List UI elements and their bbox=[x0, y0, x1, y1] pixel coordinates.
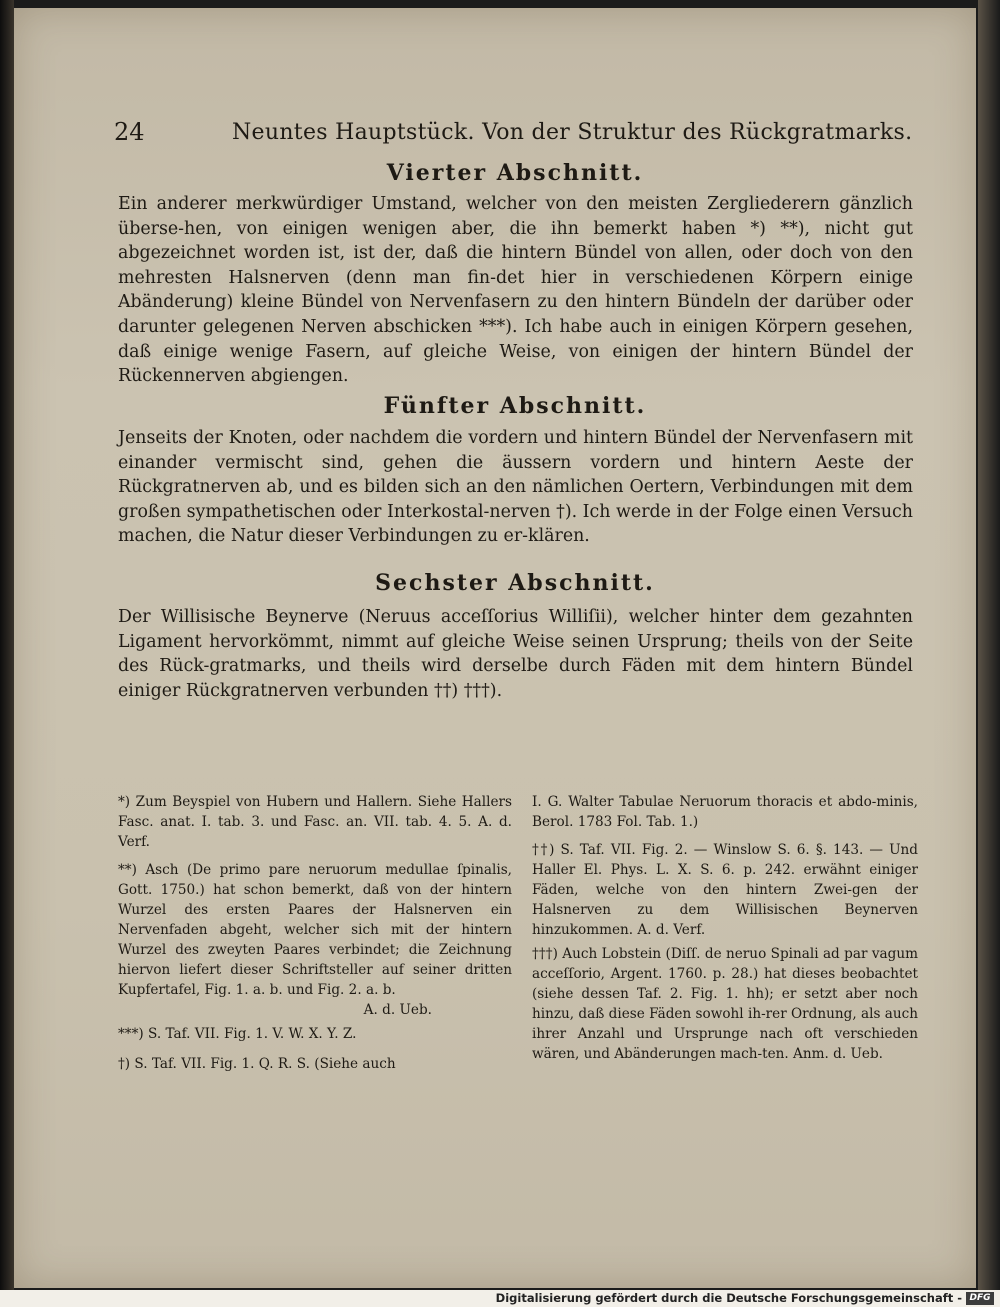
dfg-logo: DFG bbox=[966, 1292, 994, 1305]
footnote-text: I. G. Walter Tabulae Neruorum thoracis et abdo-minis, Berol. 1783 Fol. Tab. 1.) bbox=[532, 794, 918, 830]
footnote-signature: A. d. Ueb. bbox=[363, 1002, 432, 1018]
funding-credit: Digitalisierung gefördert durch die Deutsche Forschungsgemeinschaft - bbox=[495, 1291, 962, 1305]
section-heading-6: Sechster Abschnitt. bbox=[375, 570, 655, 596]
footnote-text: ††) S. Taf. VII. Fig. 2. — Winslow S. 6. §. 143. — Und Haller El. Phys. L. X. S. 6. p. 242. erwähnt einiger Fäden, welche von den hintern Zwei-gen der Halsnerven zu dem Willisischen Beynerven hinzukommen. A. d. Verf. bbox=[532, 842, 918, 938]
footnote-left-1 bbox=[118, 792, 512, 852]
footnote-right-2 bbox=[532, 840, 918, 940]
digitization-footer bbox=[0, 1290, 1000, 1307]
section-text-6: Der Willisische Beynerve (Neruus acceſſorius Williſii), welcher hinter dem gezahnten Ligament hervorkömmt, nimmt auf gleiche Weise seinen Ursprung; theils von der Seite des Rück-gratmarks, und theils wird derselbe durch Fäden mit dem hintern Bündel einiger Rückgratnerven verbunden ††) †††). bbox=[118, 607, 913, 701]
running-title: Neuntes Hauptstück. Von der Struktur des Rückgratmarks. bbox=[232, 120, 913, 145]
footnote-text: **) Asch (De primo pare neruorum medullae ſpinalis, Gott. 1750.) hat schon bemerkt, daß von der hintern Wurzel des ersten Paares der Halsnerven ein Nervenfaden abgeht, welcher sich mit der hintern Wurzel des zweyten Paares verbindet; die Zeichnung hiervon liefert dieser Schriftsteller auf seiner dritten Kupfertafel, Fig. 1. a. b. und Fig. 2. a. b. bbox=[118, 862, 512, 998]
book-page bbox=[14, 8, 976, 1288]
footnote-left-2 bbox=[118, 860, 512, 1020]
footnote-text: †††) Auch Lobstein (Diſſ. de neruo Spinali ad par vagum acceſſorio, Argent. 1760. p. 28.) hat dieses beobachtet (siehe dessen Taf. 2. Fig. 1. hh); er setzt aber noch hinzu, daß diese Fäden sowohl ih-rer Ordnung, als auch ihrer Anzahl und Ursprunge nach oft verschieden wären, und Abänderungen mach-ten. Anm. d. Ueb. bbox=[532, 946, 918, 1062]
running-head bbox=[114, 112, 913, 152]
section-heading-4: Vierter Abschnitt. bbox=[386, 160, 644, 186]
footnote-right-3 bbox=[532, 944, 918, 1064]
scan-edge-right bbox=[978, 0, 1000, 1290]
footnote-right-1 bbox=[532, 792, 918, 832]
footnote-text: ***) S. Taf. VII. Fig. 1. V. W. X. Y. Z. bbox=[118, 1026, 357, 1042]
footnote-left-4 bbox=[118, 1054, 512, 1074]
footnote-left-3 bbox=[118, 1024, 512, 1044]
scan-edge-left bbox=[0, 0, 14, 1290]
section-text-5: Jenseits der Knoten, oder nachdem die vordern und hintern Bündel der Nervenfasern mit einander vermischt sind, gehen die äussern vordern und hintern Aeste der Rückgratnerven ab, und es bilden sich an den nämlichen Oertern, Verbindungen mit dem großen sympathetischen oder Interkostal-nerven †). Ich werde in der Folge einen Versuch machen, die Natur dieser Verbindungen zu er-klären. bbox=[118, 428, 913, 547]
footnote-text: *) Zum Beyspiel von Hubern und Hallern. Siehe Hallers Fasc. anat. I. tab. 3. und Fasc. an. VII. tab. 4. 5. A. d. Verf. bbox=[118, 794, 512, 850]
section-text-4: Ein anderer merkwürdiger Umstand, welcher von den meisten Zergliederern gänzlich überse-hen, von einigen wenigen aber, die ihn bemerkt haben *) **), nicht gut abgezeichnet worden ist, ist der, daß die hintern Bündel von allen, oder doch von den mehresten Halsnerven (denn man fin-det hier in verschiedenen Körpern einige Abänderung) kleine Bündel von Nervenfasern zu den hintern Bündeln der darüber oder darunter gelegenen Nerven abschicken ***). Ich habe auch in einigen Körpern gesehen, daß einige wenige Fasern, auf gleiche Weise, von einigen der hintern Bündel der Rückennerven abgiengen. bbox=[118, 194, 913, 387]
section-heading-5: Fünfter Abschnitt. bbox=[383, 393, 647, 419]
footnote-text: †) S. Taf. VII. Fig. 1. Q. R. S. (Siehe auch bbox=[118, 1056, 396, 1072]
page-number: 24 bbox=[114, 118, 145, 146]
